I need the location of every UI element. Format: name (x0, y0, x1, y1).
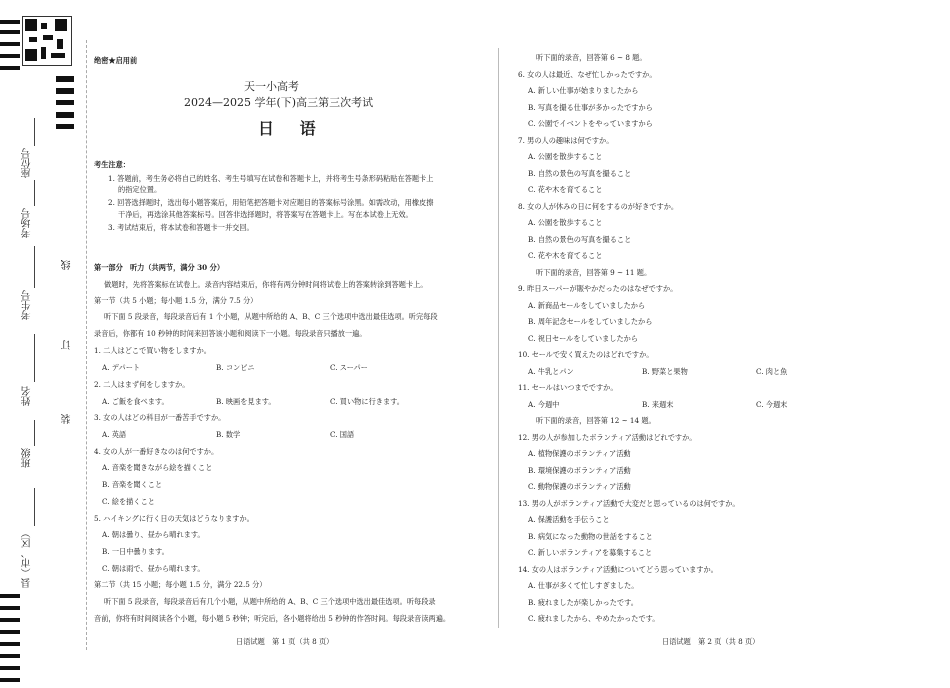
sec1-intro: 录音后，你都有 10 秒钟的时间来回答该小题和阅读下一小题。每段录音只播放一遍。 (94, 329, 367, 338)
question: 10. セールで安く買えたのはどれですか。 (518, 350, 654, 359)
question: 6. 女の人は最近、なぜ忙しかったですか。 (518, 70, 657, 79)
field-room: 考场号 (22, 208, 33, 238)
notes-title: 考生注意： (94, 160, 130, 169)
question: 2. 二人はまず何をしますか。 (94, 380, 190, 389)
option: C. スーパー (330, 363, 368, 372)
field-examno: 考生号 (22, 290, 33, 320)
option: A. 新商品セールをしていましたから (528, 301, 646, 310)
option: A. ご飯を食べます。 (102, 397, 169, 406)
note-line: 1. 答题前，考生务必将自己的姓名、考生号填写在试卷和答题卡上，并将考生号条形码粘贴在答题卡上 (108, 174, 434, 183)
sec2-intro: 音前，你将有时间阅读各个小题，每小题 5 秒钟；听完后，各小题将给出 5 秒钟的作答时间。每段录音读两遍。 (94, 614, 451, 623)
sec2-title: 第二节（共 15 小题；每小题 1.5 分，满分 22.5 分） (94, 580, 267, 589)
question: 11. セールはいつまでですか。 (518, 383, 618, 392)
field-county: 县（市、区） (22, 528, 33, 588)
listen-instruction: 听下面的录音，回答第 12 ~ 14 题。 (536, 416, 656, 425)
option: B. 映画を見ます。 (216, 397, 276, 406)
org-name: 天一小高考 (244, 80, 299, 93)
part1-title: 第一部分 听力（共两节，满分 30 分） (94, 263, 225, 272)
option: B. 写真を撮る仕事が多かったですから (528, 103, 653, 112)
option: A. 植物保護のボランティア活動 (528, 449, 631, 458)
listen-instruction: 听下面的录音，回答第 6 ~ 8 题。 (536, 53, 647, 62)
subject-title: 日 语 (258, 119, 326, 138)
sec1-title: 第一节（共 5 小题；每小题 1.5 分，满分 7.5 分） (94, 296, 258, 305)
option: C. 花や木を育てること (528, 251, 603, 260)
option: A. 公園を散歩すること (528, 218, 603, 227)
question: 14. 女の人はボランティア活動についてどう思っていますか。 (518, 565, 718, 574)
note-line: 2. 回答选择题时，选出每小题答案后，用铅笔把答题卡对应题目的答案标号涂黑。如需改动，用橡皮擦 (108, 198, 434, 207)
option: B. 疲れましたが楽しかったです。 (528, 598, 638, 607)
option: B. 来週末 (642, 400, 674, 409)
option: B. 音楽を聞くこと (102, 480, 163, 489)
option: B. 病気になった動物の世話をすること (528, 532, 653, 541)
option: B. 一日中曇ります。 (102, 547, 169, 556)
option: C. 朝は雨で、昼から晴れます。 (102, 564, 205, 573)
option: C. 疲れましたから、やめたかったです。 (528, 614, 660, 623)
sec2-intro: 听下面 5 段录音，每段录音后有几个小题，从题中所给的 A、B、C 三个选项中选出最佳选项。听每段录 (104, 597, 436, 606)
option: A. デパート (102, 363, 141, 372)
option: A. 新しい仕事が始まりましたから (528, 86, 639, 95)
footer-left: 日语试题 第 1 页（共 8 页） (236, 637, 334, 646)
exam-title: 2024—2025 学年(下)高三第三次考试 (184, 96, 374, 109)
option: C. 新しいボランティアを募集すること (528, 548, 653, 557)
option: C. 肉と魚 (756, 367, 788, 376)
option: C. 花や木を育てること (528, 185, 603, 194)
field-seat: 座位号 (22, 148, 33, 178)
option: B. 周年記念セールをしていましたから (528, 317, 653, 326)
option: A. 仕事が多くて忙しすぎました。 (528, 581, 639, 590)
option: C. 国語 (330, 430, 355, 439)
option: C. 動物保護のボランティア活動 (528, 482, 631, 491)
field-name: 姓名 (22, 386, 33, 406)
field-class: 班级 (22, 448, 33, 468)
sec1-intro: 听下面 5 段录音，每段录音后有 1 个小题，从题中所给的 A、B、C 三个选项中选出最佳选项。听完每段 (104, 312, 438, 321)
question: 13. 男の人がボランティア活動で大変だと思っているのは何ですか。 (518, 499, 740, 508)
option: A. 音楽を聞きながら絵を描くこと (102, 463, 213, 472)
binding-strip (0, 0, 76, 688)
question: 12. 男の人が参加したボランティア活動はどれですか。 (518, 433, 697, 442)
option: B. 環境保護のボランティア活動 (528, 466, 631, 475)
option: C. 祝日セールをしていましたから (528, 334, 639, 343)
option: A. 公園を散歩すること (528, 152, 603, 161)
question: 5. ハイキングに行く日の天気はどうなりますか。 (94, 514, 254, 523)
option: C. 公園でイベントをやっていますから (528, 119, 653, 128)
option: B. 野菜と果物 (642, 367, 688, 376)
question: 3. 女の人はどの科目が一番苦手ですか。 (94, 413, 226, 422)
part1-intro: 做题时，先将答案标在试卷上。录音内容结束后，你将有两分钟时间将试卷上的答案转涂到答题卡上。 (104, 280, 428, 289)
note-line: 干净后，再选涂其他答案标号。回答非选择题时，将答案写在答题卡上。写在本试卷上无效。 (118, 210, 413, 219)
question: 7. 男の人の趣味は何ですか。 (518, 136, 614, 145)
question: 8. 女の人が休みの日に何をするのが好きですか。 (518, 202, 679, 211)
tear-mark: 线 (62, 260, 73, 270)
secret-label: 绝密★启用前 (94, 56, 138, 65)
option: B. コンビニ (216, 363, 255, 372)
note-line: 的指定位置。 (118, 185, 162, 194)
option: B. 自然の景色の写真を撮ること (528, 235, 632, 244)
option: A. 今週中 (528, 400, 560, 409)
option: A. 保護活動を手伝うこと (528, 515, 610, 524)
option: C. 絵を描くこと (102, 497, 155, 506)
footer-right: 日语试题 第 2 页（共 8 页） (662, 637, 760, 646)
question: 1. 二人はどこで買い物をしますか。 (94, 346, 211, 355)
question: 4. 女の人が一番好きなのは何ですか。 (94, 447, 219, 456)
option: A. 英語 (102, 430, 127, 439)
option: C. 買い物に行きます。 (330, 397, 404, 406)
option: B. 数学 (216, 430, 241, 439)
option: A. 牛乳とパン (528, 367, 574, 376)
option: B. 自然の景色の写真を撮ること (528, 169, 632, 178)
option: C. 今週末 (756, 400, 788, 409)
listen-instruction: 听下面的录音，回答第 9 ~ 11 题。 (536, 268, 652, 277)
tear-mark: 订 (62, 340, 73, 350)
note-line: 3. 考试结束后，将本试卷和答题卡一并交回。 (108, 223, 254, 232)
tear-mark: 装 (62, 414, 73, 424)
qr-code (22, 16, 72, 66)
question: 9. 昨日スーパーが賑やかだったのはなぜですか。 (518, 284, 678, 293)
option: A. 朝は曇り、昼から晴れます。 (102, 530, 205, 539)
